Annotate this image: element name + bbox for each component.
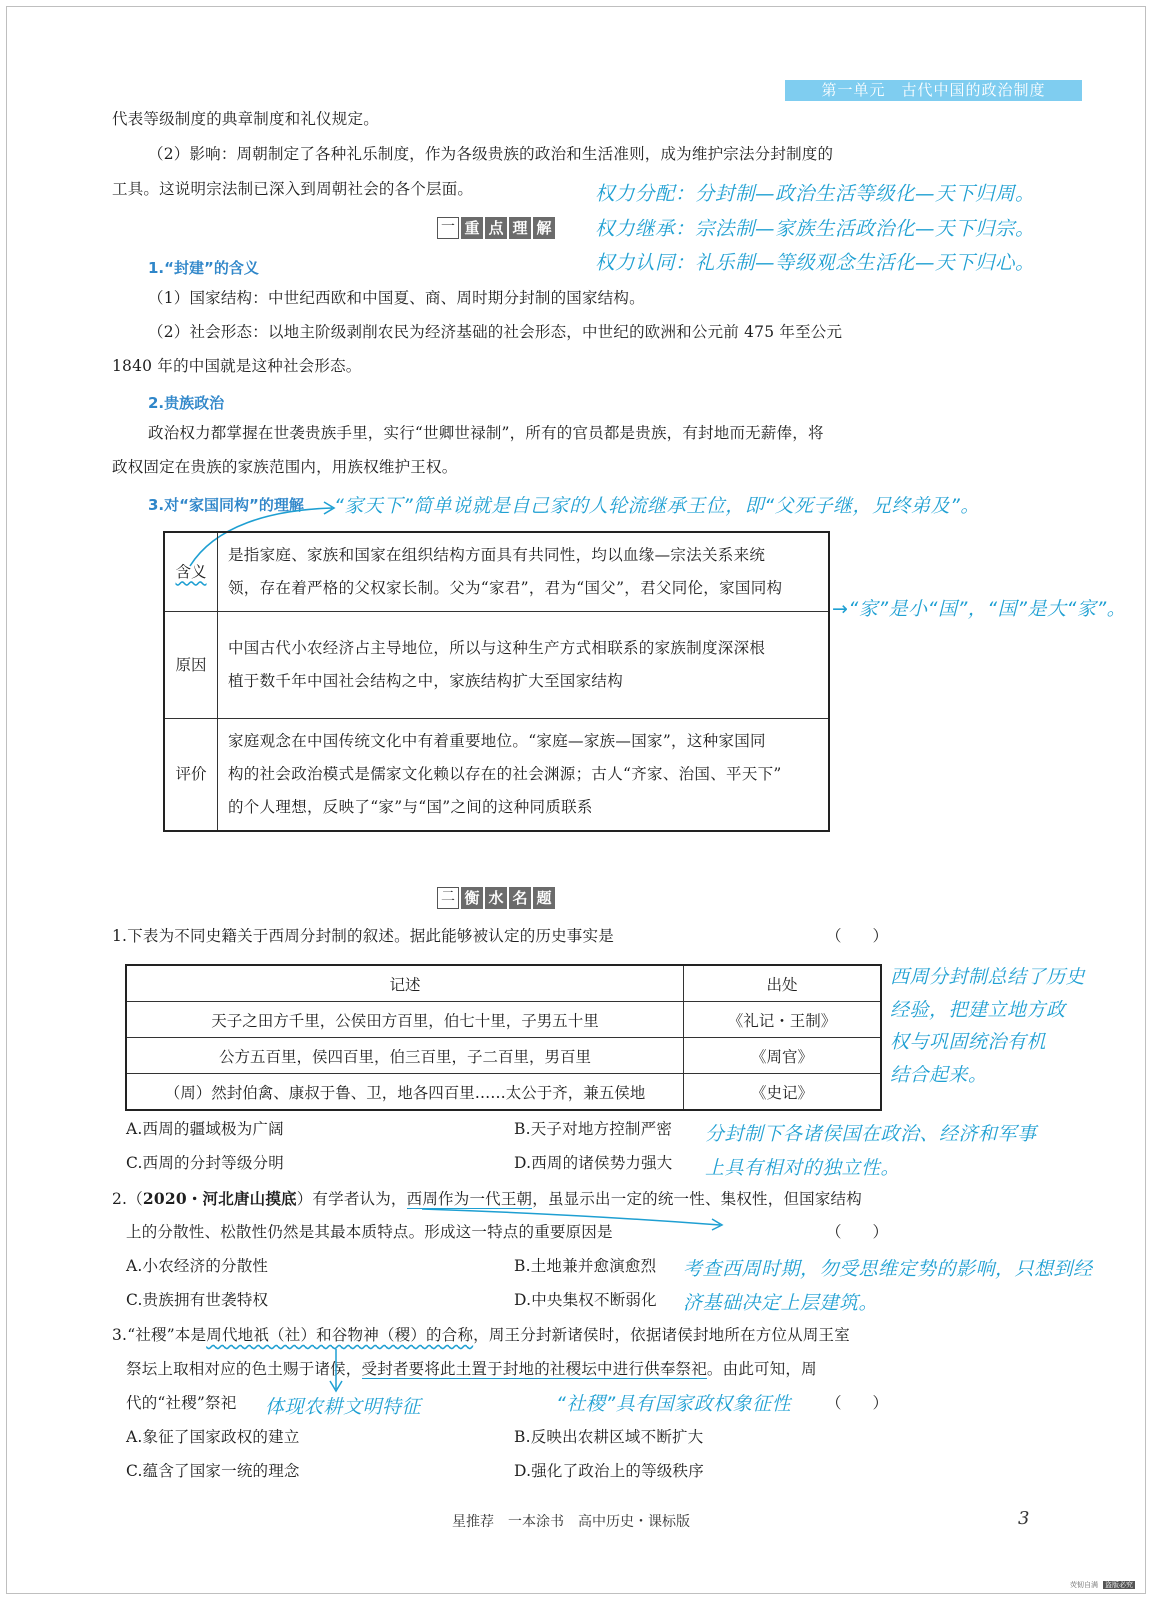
handwritten-note-family-world: “家天下”简单说就是自己家的人轮流继承王位，即“父死子继，兄终弟及”。: [334, 495, 980, 517]
answer-blank[interactable]: （ ）: [826, 1223, 889, 1241]
table-cell: 《史记》: [684, 1074, 882, 1111]
subheading-aristocratic-politics: 2.贵族政治: [148, 394, 225, 412]
page-number: 3: [1018, 1508, 1030, 1529]
question-3-line-2: 祭坛上取相对应的色土赐于诸侯，受封者要将此土置于封地的社稷坛中进行供奉祭祀。由此可知，周: [126, 1360, 817, 1378]
section-title-char: 名: [509, 887, 531, 909]
table-row: [126, 1038, 881, 1074]
option-d[interactable]: D.西周的诸侯势力强大: [514, 1154, 673, 1172]
option-b[interactable]: B.天子对地方控制严密: [514, 1120, 673, 1138]
table-row: [164, 532, 829, 612]
column-header: 记述: [126, 965, 684, 1002]
option-d[interactable]: D.中央集权不断弱化: [514, 1291, 657, 1309]
table-row: [164, 719, 829, 832]
section-title-char: 点: [485, 217, 507, 239]
table-row-key: 评价: [164, 719, 218, 832]
handwritten-note-q2: 考查西周时期，勿受思维定势的影响，只想到经 济基础决定上层建筑。: [683, 1258, 1093, 1314]
section-title-hengshui-questions: [437, 887, 555, 909]
paragraph-line: 1840 年的中国就是这种社会形态。: [112, 357, 362, 375]
annotation-arrow: [326, 1347, 346, 1397]
table-cell: 《礼记・王制》: [684, 1002, 882, 1038]
question-source: 2020・河北唐山摸底: [142, 1189, 297, 1208]
handwritten-note-farming-civilization: 体现农耕文明特征: [265, 1396, 422, 1418]
question-1-stem: 1.下表为不同史籍关于西周分封制的叙述。据此能够被认定的历史事实是: [112, 927, 614, 945]
table-cell: 天子之田方千里，公侯田方百里，伯七十里，子男五十里: [126, 1002, 684, 1038]
handwritten-note-power-inheritance: 权力继承：宗法制—家族生活政治化—天下归宗。: [595, 217, 1036, 240]
subheading-family-state-isomorphism: 3.对“家国同构”的理解: [148, 496, 304, 514]
table-row-value: 中国古代小农经济占主导地位，所以与这种生产方式相联系的家族制度深深根 植于数千年中国社会结构之中，家族结构扩大至国家结构: [218, 612, 830, 719]
table-row: [126, 1002, 881, 1038]
paragraph-line: 政治权力都掌握在世袭贵族手里，实行“世卿世禄制”，所有的官员都是贵族，有封地而无薪俸，将: [148, 424, 824, 442]
option-b[interactable]: B.土地兼并愈演愈烈: [514, 1257, 657, 1275]
subheading-feudal-meaning: 1.“封建”的含义: [148, 259, 259, 277]
table-row-value: 是指家庭、家族和国家在组织结构方面具有共同性，均以血缘—宗法关系来统 领，存在着严格的父权家长制。父为“家君”，君为“国父”，君父同伦，家国同构: [218, 532, 830, 612]
option-a[interactable]: A.西周的疆域极为广阔: [126, 1120, 284, 1138]
section-number: 一: [437, 217, 459, 239]
table-row-key: 原因: [164, 612, 218, 719]
handwritten-note-q1: 西周分封制总结了历史 经验，把建立地方政 权与巩固统治有机 结合起来。: [890, 966, 1086, 1086]
answer-blank[interactable]: （ ）: [826, 927, 889, 945]
question-2-line-2: 上的分散性、松散性仍然是其最本质特点。形成这一特点的重要原因是: [126, 1223, 613, 1241]
question-2-stem: 2.（2020・河北唐山摸底）有学者认为，西周作为一代王朝，虽显示出一定的统一性、集权性，但国家结构: [112, 1189, 862, 1208]
table-cell: 《周官》: [684, 1038, 882, 1074]
answer-blank[interactable]: （ ）: [826, 1394, 889, 1412]
question-1-table: [125, 964, 882, 1111]
paragraph-line: 政权固定在贵族的家族范围内，用族权维护王权。: [112, 458, 458, 476]
column-header: 出处: [684, 965, 882, 1002]
option-a[interactable]: A.小农经济的分散性: [126, 1257, 269, 1275]
option-a[interactable]: A.象征了国家政权的建立: [126, 1428, 300, 1446]
option-d[interactable]: D.强化了政治上的等级秩序: [514, 1462, 704, 1480]
option-c[interactable]: C.蕴含了国家一统的理念: [126, 1462, 300, 1480]
table-header-row: [126, 965, 881, 1002]
intro-line-2: （2）影响：周朝制定了各种礼乐制度，作为各级贵族的政治和生活准则，成为维护宗法分封制度的: [148, 145, 834, 163]
section-title-char: 水: [485, 887, 507, 909]
section-title-key-points: [437, 217, 555, 239]
option-c[interactable]: C.贵族拥有世袭特权: [126, 1291, 269, 1309]
copyright-stamp: 荧韧自满 盗版必究: [1070, 1581, 1133, 1589]
option-c[interactable]: C.西周的分封等级分明: [126, 1154, 284, 1172]
section-number: 二: [437, 887, 459, 909]
handwritten-note-power-distribution: 权力分配：分封制—政治生活等级化—天下归周。: [595, 182, 1036, 205]
question-3-line-1: 3.“社稷”本是周代地祇（社）和谷物神（稷）的合称，周王分封新诸侯时，依据诸侯封地所在方位从周王室: [112, 1326, 850, 1344]
question-3-line-3: 代的“社稷”祭祀: [126, 1394, 237, 1412]
handwritten-note-state-power-symbol: “社稷”具有国家政权象征性: [556, 1393, 792, 1415]
table-row: [164, 612, 829, 719]
section-title-char: 题: [533, 887, 555, 909]
paragraph-line: （2）社会形态：以地主阶级剥削农民为经济基础的社会形态，中世纪的欧洲和公元前 475 年至公元: [148, 323, 843, 341]
family-state-table: [163, 531, 830, 832]
table-row-key: 含义: [164, 532, 218, 612]
section-title-char: 解: [533, 217, 555, 239]
paragraph-line: （1）国家结构：中世纪西欧和中国夏、商、周时期分封制的国家结构。: [148, 289, 645, 307]
section-title-char: 理: [509, 217, 531, 239]
table-row-value: 家庭观念在中国传统文化中有着重要地位。“家庭—家族—国家”，这种家国同 构的社会政治模式是儒家文化赖以存在的社会渊源；古人“齐家、治国、平天下” 的个人理想，反映了“家”与“国”之间的这种同质联系: [218, 719, 830, 832]
handwritten-note-family-state: →“家”是小“国”，“国”是大“家”。: [832, 598, 1127, 620]
handwritten-note-q1-options: 分封制下各诸侯国在政治、经济和军事 上具有相对的独立性。: [705, 1123, 1037, 1179]
intro-line-3: 工具。这说明宗法制已深入到周朝社会的各个层面。: [112, 180, 474, 198]
handwritten-note-power-recognition: 权力认同：礼乐制—等级观念生活化—天下归心。: [595, 251, 1036, 274]
option-b[interactable]: B.反映出农耕区域不断扩大: [514, 1428, 704, 1446]
annotation-arrow: [420, 1205, 730, 1235]
section-title-char: 重: [461, 217, 483, 239]
unit-title-banner: 第一单元 古代中国的政治制度: [785, 80, 1082, 101]
table-row: [126, 1074, 881, 1111]
intro-line-1: 代表等级制度的典章制度和礼仪规定。: [112, 110, 379, 128]
section-title-char: 衡: [461, 887, 483, 909]
table-cell: 公方五百里，侯四百里，伯三百里，子二百里，男百里: [126, 1038, 684, 1074]
table-cell: （周）然封伯禽、康叔于鲁、卫，地各四百里……太公于齐，兼五侯地: [126, 1074, 684, 1111]
footer-book-info: 星推荐 一本涂书 高中历史・课标版: [452, 1514, 690, 1530]
